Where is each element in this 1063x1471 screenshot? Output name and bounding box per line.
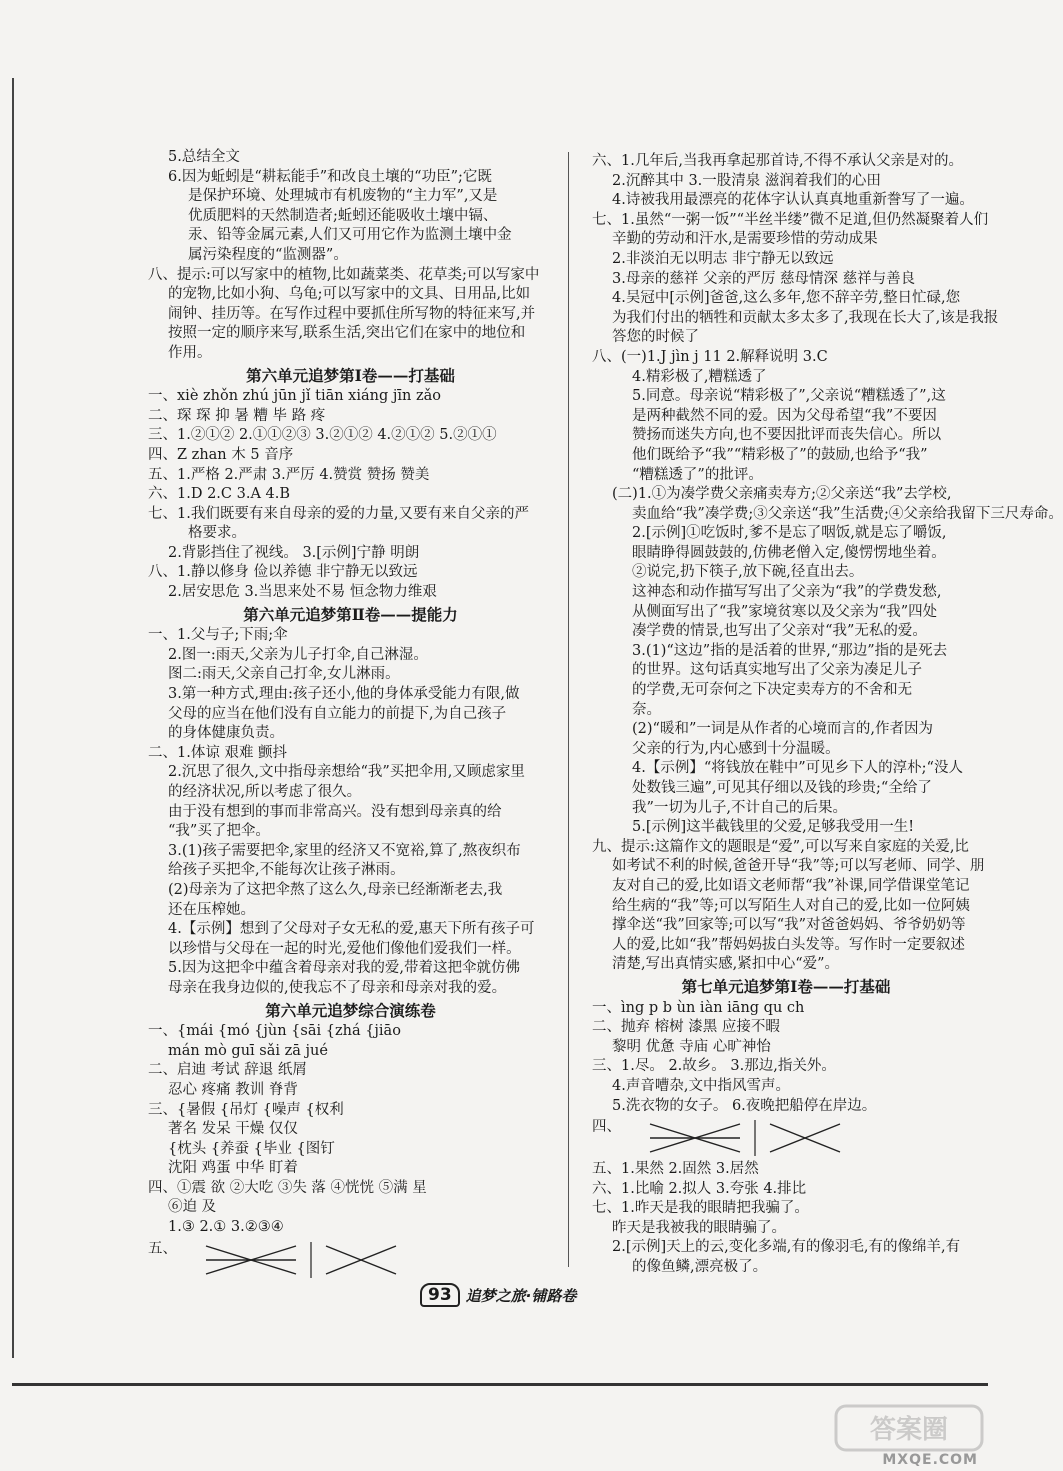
answer-line: 按照一定的顺序来写,联系生活,突出它们在家中的地位和 [168,325,526,342]
watermark-site: MXQE.COM [882,1452,978,1468]
answer-line: 闹钟、挂历等。在写作过程中要抓住所写物的特征来写,并 [168,305,536,322]
answer-line: 4.精彩极了,糟糕透了 [632,368,767,385]
answer-line: 作用。 [168,344,212,361]
answer-line: 沈阳 鸡蛋 中华 盯着 [168,1160,298,1177]
right-column [592,152,1063,1278]
answer-line: 三、{暑假 {吊灯 {噪声 {权利 [148,1101,344,1118]
answer-line: 我”一切为儿子,不计自己的后果。 [632,799,848,816]
answer-line: 二、启迪 考试 辞退 纸屑 [148,1062,307,1079]
answer-line: 给生病的“我”等;可以写陌生人对自己的爱,比如一位阿姨 [612,897,970,914]
answer-line: 父亲的行为,内心感到十分温暖。 [632,740,840,757]
answer-line: 给孩子买把伞,不能每次让孩子淋雨。 [168,862,405,879]
answer-line: 的宠物,比如小狗、乌龟;可以写家中的文具、日用品,比如 [168,286,531,303]
answer-line: 3.母亲的慈祥 父亲的严厉 慈母情深 慈祥与善良 [612,270,916,287]
answer-line: 一、xiè zhǒn zhú jūn jǐ tiān xiáng jīn zǎo [148,388,441,405]
matching-exercise: 五、 [148,1240,553,1280]
brand-logo: 追梦之旅·铺路卷 [465,1286,577,1305]
answer-line: 三、1.②①② 2.①①②③ 3.②①② 4.②①② 5.②①① [148,427,497,444]
answer-line: 1.③ 2.① 3.②③④ [168,1219,284,1236]
answer-line: 昨天是我被我的眼睛骗了。 [612,1219,786,1236]
answer-line: 由于没有想到的事而非常高兴。没有想到母亲真的给 [168,803,502,820]
answer-line: (2)“暖和”一词是从作者的心境而言的,作者因为 [632,721,933,738]
answer-line: ⑥迫 及 [168,1199,217,1216]
answer-line: 的学费,无可奈何之下决定卖寿方的不舍和无 [632,682,913,699]
answer-line: 5.洗衣物的女子。 6.夜晚把船停在岸边。 [612,1097,877,1114]
watermark-stamp-icon [834,1400,984,1455]
answer-line: 二、琛 琛 抑 暑 糟 毕 路 疼 [148,407,326,424]
answer-line: 这神态和动作描写写出了父亲为“我”的学费发愁, [632,584,942,601]
answer-line: 如考试不利的时候,爸爸开导“我”等;可以写老师、同学、朋 [612,858,985,875]
section-heading: 第七单元追梦第Ⅰ卷——打基础 [681,976,891,996]
answer-line: 四、①震 欲 ②大吃 ③失 落 ④恍恍 ⑤满 星 [148,1179,427,1196]
answer-line: 忍心 疼痛 教训 脊背 [168,1081,298,1098]
answer-line: 的世界。这句话真实地写出了父亲为凑足儿子 [632,662,922,679]
answer-line: 撑伞送“我”回家等;可以写“我”对爸爸妈妈、爷爷奶奶等 [612,917,966,934]
answer-line: 4.吴冠中[示例]爸爸,这么多年,您不辞辛劳,整日忙碌,您 [612,290,961,307]
watermark-brand: 答案圈 [869,1415,949,1445]
answer-line: (二)1.①为凑学费父亲痛卖寿方;②父亲送“我”去学校, [612,486,952,503]
answer-line: 卖血给“我”凑学费;③父亲送“我”生活费;④父亲给我留下三尺寿命。 [632,505,1063,522]
matching-exercise: 四、 [592,1118,980,1158]
answer-line: 七、1.昨天是我的眼睛把我骗了。 [592,1200,809,1217]
answer-line: 的像鱼鳞,漂亮极了。 [632,1259,768,1276]
page-footer [420,1283,576,1307]
answer-line: 格要求。 [188,525,246,542]
answer-line: 以珍惜与父母在一起的时光,爱他们像他们爱我们一样。 [168,940,521,957]
answer-line: 五、1.果然 2.固然 3.居然 [592,1161,759,1178]
answer-line: 5.同意。母亲说“精彩极了”,父亲说“糟糕透了”,这 [632,388,946,405]
answer-line: 六、1.比喻 2.拟人 3.夸张 4.排比 [592,1180,807,1197]
answer-line: 人的爱,比如“我”帮妈妈拔白头发等。写作时一定要叙述 [612,936,965,953]
answer-line: 6.因为蚯蚓是“耕耘能手”和改良土壤的“功臣”;它既 [168,168,492,185]
answer-line: 4.【示例】想到了父母对子女无私的爱,惠天下所有孩子可 [168,921,535,938]
matching-lines-diagram [620,1118,850,1158]
answer-line: 的经济状况,所以考虑了很久。 [168,784,362,800]
page-number: 93 [420,1283,460,1307]
answer-line: ②说完,扔下筷子,放下碗,径直出去。 [632,564,864,581]
answer-line: 九、提示:这篇作文的题眼是“爱”,可以写来自家庭的关爱,比 [592,838,969,855]
answer-line: 4.声音嘈杂,文中指风雪声。 [612,1077,790,1094]
answer-line: 2.非淡泊无以明志 非宁静无以致远 [612,250,834,267]
answer-line: 从侧面写出了“我”家境贫寒以及父亲为“我”四处 [632,603,938,620]
answer-line: 是保护环境、处理城市有机废物的“主力军”,又是 [188,188,498,205]
answer-line: 3.(1)孩子需要把伞,家里的经济又不宽裕,算了,熬夜织布 [168,842,521,859]
answer-line: 清楚,写出真情实感,紧扣中心“爱”。 [612,956,840,973]
column-divider [568,152,569,1267]
answer-line: 汞、铅等金属元素,人们又可用它作为监测土壤中金 [188,227,512,244]
answer-line: 八、(一)1.J jìn j 11 2.解释说明 3.C [592,348,828,365]
answer-line: “我”买了把伞。 [168,823,270,840]
answer-line: 的身体健康负责。 [168,725,284,742]
answer-line: 5.[示例]这半截钱里的父爱,足够我受用一生! [632,819,915,836]
answer-line: 为我们付出的牺牲和贡献太多太多了,我现在长大了,该是我报 [612,309,999,326]
answer-line: 五、1.严格 2.严肃 3.严厉 4.赞赏 赞扬 赞美 [148,466,430,483]
answer-line: 八、提示:可以写家中的植物,比如蔬菜类、花草类;可以写家中 [148,266,540,283]
answer-line: 一、ìng p b ùn iàn iāng qu ch [592,999,805,1016]
answer-line: 2.沉醉其中 3.一股清泉 滋润着我们的心田 [612,172,881,189]
section-heading: 第六单元追梦第Ⅰ卷——打基础 [246,365,455,385]
answer-line: 八、1.静以修身 俭以养德 非宁静无以致远 [148,564,418,581]
answer-line: 答您的时候了 [612,329,699,346]
answer-line: 母亲在我身边似的,使我忘不了母亲和母亲对我的爱。 [168,979,507,996]
answer-line: 奈。 [632,701,661,718]
answer-line: 5.因为这把伞中蕴含着母亲对我的爱,带着这把伞就仿佛 [168,960,520,977]
answer-line: 六、1.D 2.C 3.A 4.B [148,486,291,503]
answer-line: 处数钱三遍”,可见其仔细以及钱的珍贵;“全给了 [632,780,932,796]
answer-line: 父母的应当在他们没有自立能力的前提下,为自己孩子 [168,705,507,722]
answer-line: “糟糕透了”的批评。 [632,466,763,483]
answer-line: 一、1.父与子;下雨;伞 [148,627,288,644]
answer-line: 2.图一:雨天,父亲为儿子打伞,自己淋湿。 [168,646,428,663]
answer-line: 3.第一种方式,理由:孩子还小,他的身体承受能力有限,做 [168,686,520,703]
bottom-rule [12,1383,988,1386]
answer-line: 属污染程度的“监测器”。 [188,246,348,263]
answer-line: 2.居安思危 3.当思来处不易 恒念物力维艰 [168,584,437,601]
answer-line: 赞扬而迷失方向,也不要因批评而丧失信心。所以 [632,427,942,444]
answer-line: 黎明 优惫 寺庙 心旷神怡 [612,1038,771,1055]
section-heading: 第六单元追梦第Ⅱ卷——提能力 [243,604,458,624]
section-heading: 第六单元追梦综合演练卷 [265,1000,436,1020]
answer-line: 还在压榨她。 [168,901,255,918]
answer-line: 是两种截然不同的爱。因为父母希望“我”不要因 [632,407,937,424]
answer-line: 2.[示例]①吃饭时,爹不是忘了咽饭,就是忘了嚼饭, [632,525,947,542]
answer-line: 著名 发呆 干燥 仅仅 [168,1121,298,1138]
matching-lines-diagram [176,1240,406,1280]
answer-line: 凑学费的情景,也写出了父亲对“我”无私的爱。 [632,623,927,640]
answer-line: {枕头 {养蚕 {毕业 {图钉 [168,1140,335,1157]
answer-line: (2)母亲为了这把伞熬了这么久,母亲已经渐渐老去,我 [168,881,503,898]
answer-line: 优质肥料的天然制造者;蚯蚓还能吸收土壤中镉、 [188,207,498,224]
answer-line: 2.沉思了很久,文中指母亲想给“我”买把伞用,又顾虑家里 [168,764,525,781]
answer-line: mán mò guī sǎi zā jué [168,1042,328,1059]
answer-line: 四、Z zhan 木 5 音序 [148,446,294,463]
answer-line: 4.【示例】“将钱放在鞋中”可见乡下人的淳朴;“没人 [632,760,963,777]
answer-line: 辛勤的劳动和汗水,是需要珍惜的劳动成果 [612,231,878,248]
answer-line: 图二:雨天,父亲自己打伞,女儿淋雨。 [168,666,400,683]
answer-line: 眼睛睁得圆鼓鼓的,仿佛老僧入定,傻愣愣地坐着。 [632,544,946,561]
answer-line: 七、1.虽然“一粥一饭”“半丝半缕”微不足道,但仍然凝聚着人们 [592,211,989,228]
answer-line: 二、抛弃 榕树 漆黑 应接不暇 [592,1019,780,1036]
answer-line: 5.总结全文 [168,149,240,165]
answer-line: 4.诗被我用最漂亮的花体字认认真真地重新誊写了一遍。 [612,192,974,209]
answer-line: 七、1.我们既要有来自母亲的爱的力量,又要有来自父亲的严 [148,505,529,522]
answer-line: 他们既给予“我”“精彩极了”的鼓励,也给予“我” [632,446,928,463]
answer-line: 3.(1)“这边”指的是活着的世界,“那边”指的是死去 [632,642,948,659]
left-column [148,148,553,1282]
answer-line: 三、1.尽。 2.故乡。 3.那边,指关外。 [592,1058,836,1075]
answer-line: 六、1.几年后,当我再拿起那首诗,不得不承认父亲是对的。 [592,153,964,169]
left-binding-rule [12,78,14,1358]
answer-line: 一、{mái {mó {jùn {sāi {zhá {jiāo [148,1023,401,1040]
answer-line: 友对自己的爱,比如语文老师帮“我”补课,同学借课堂笔记 [612,877,970,894]
answer-line: 2.背影挡住了视线。 3.[示例]宁静 明朗 [168,544,420,561]
answer-line: 二、1.体谅 艰难 颤抖 [148,744,288,761]
answer-line: 2.[示例]天上的云,变化多端,有的像羽毛,有的像绵羊,有 [612,1239,961,1256]
